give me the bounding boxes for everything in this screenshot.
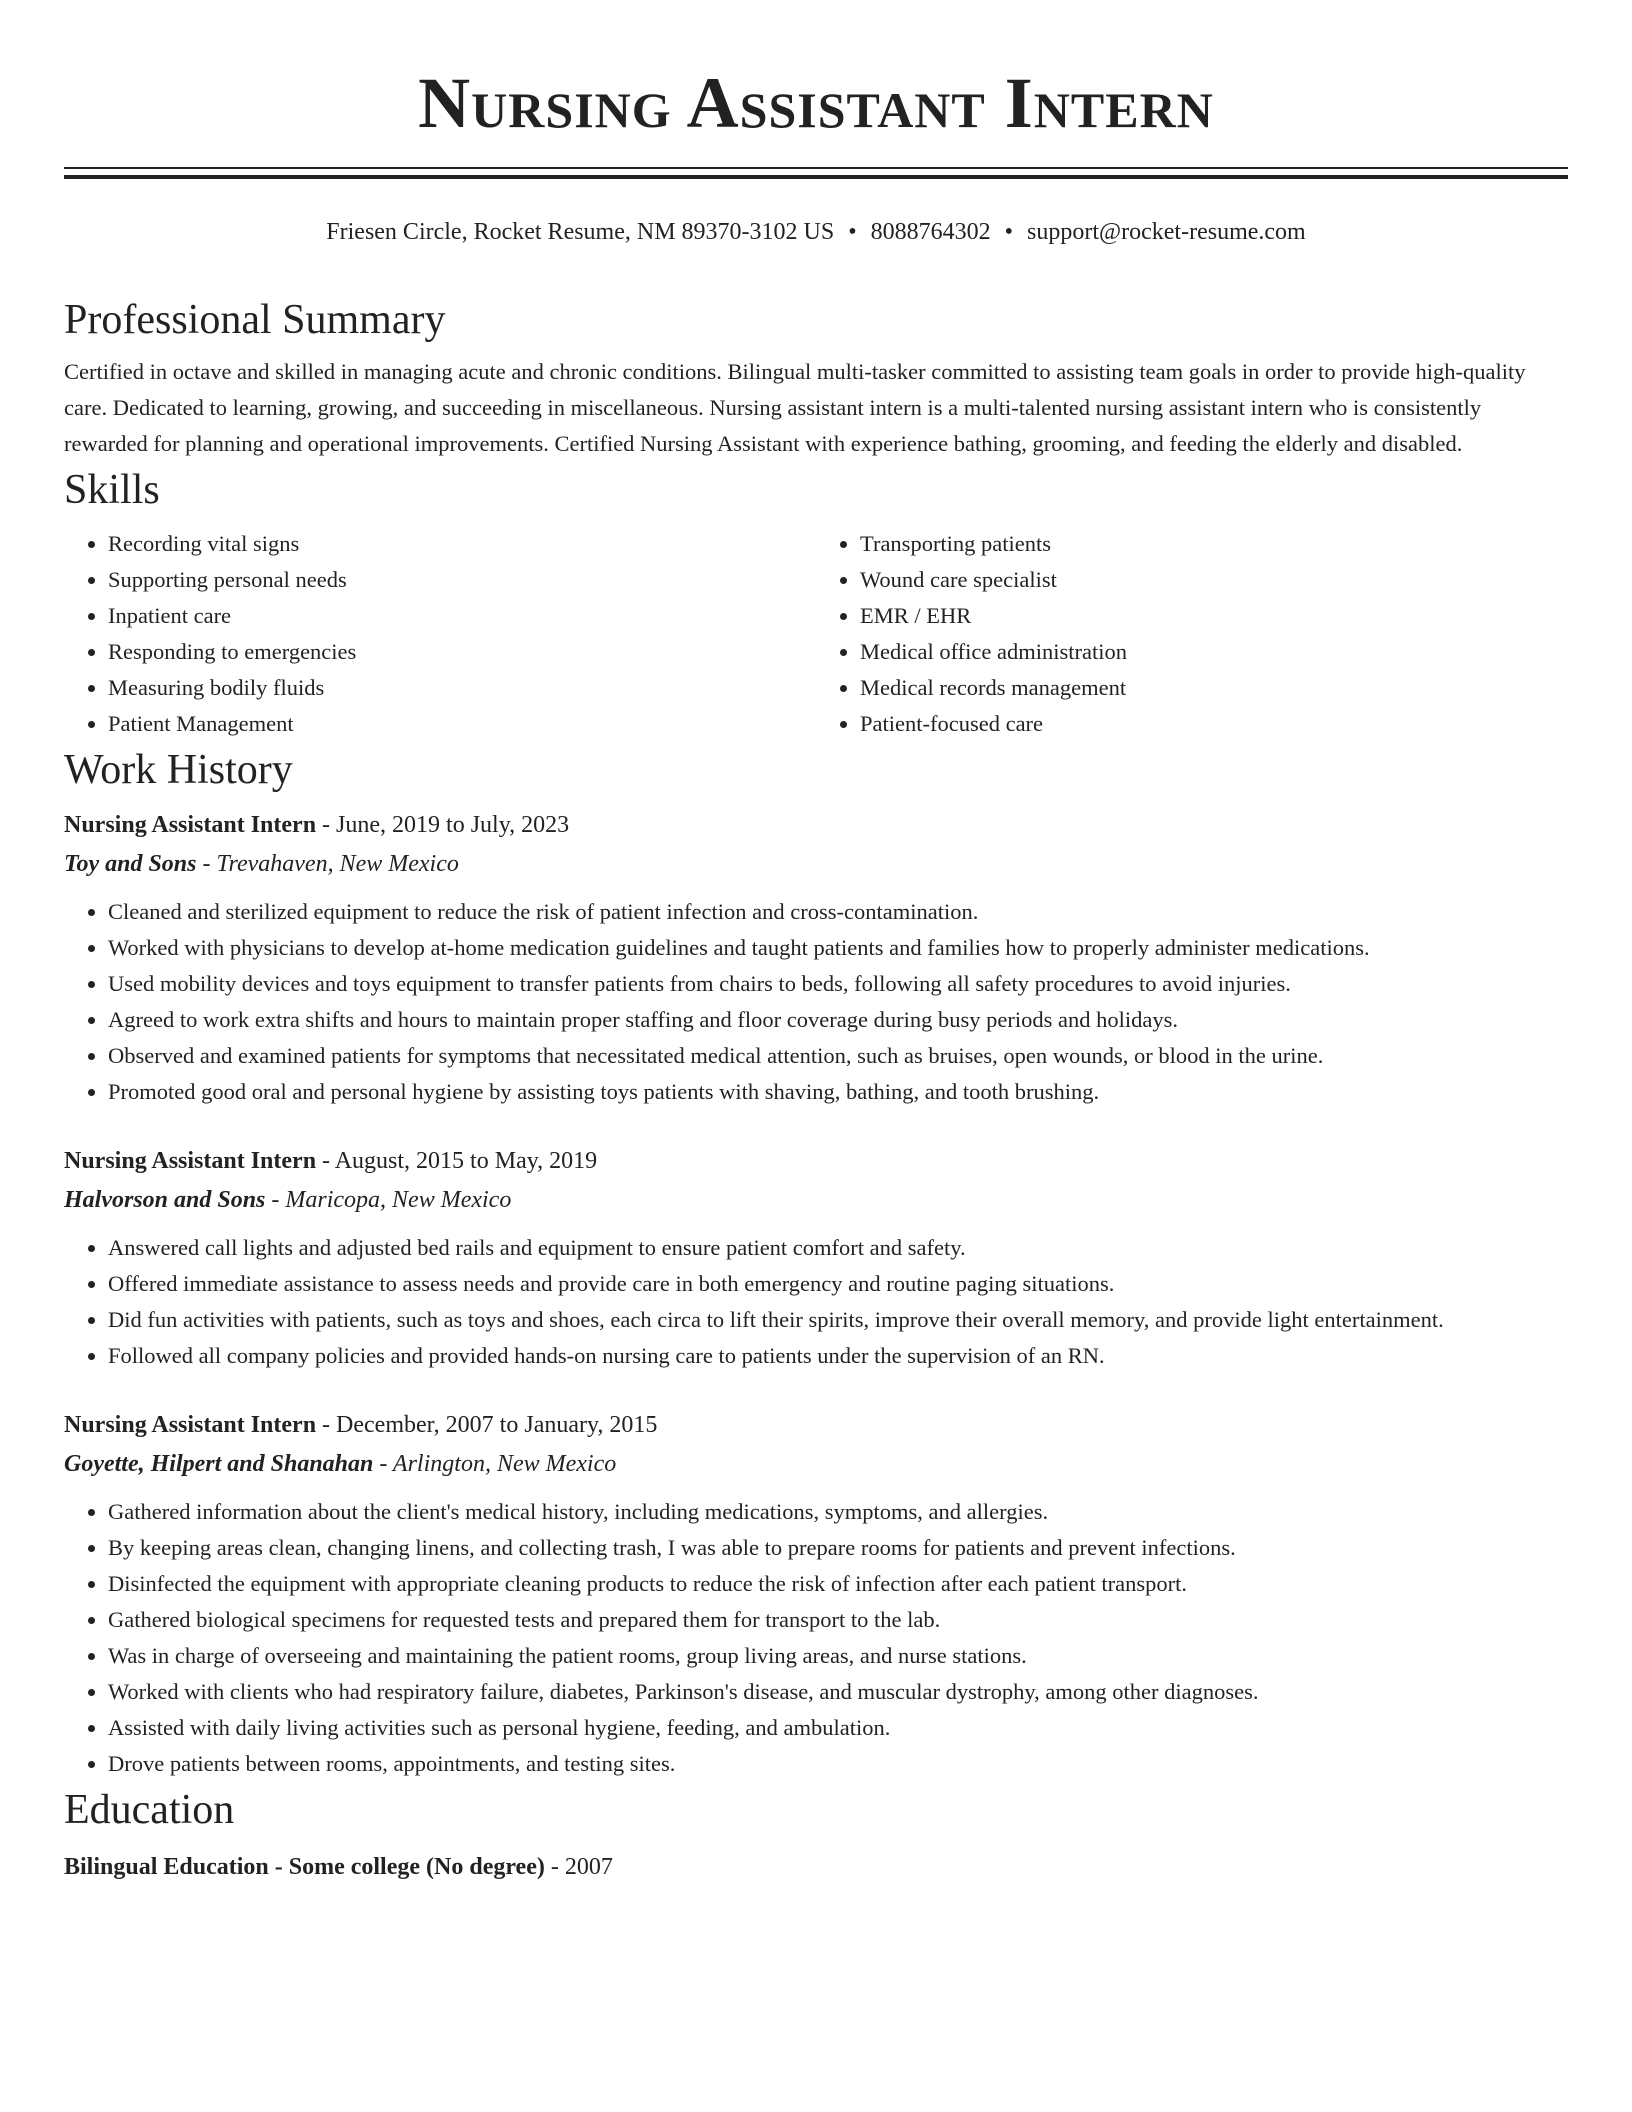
job-bullet: • Followed all company policies and provided hands-on nursing care to patients under the supervision of an RN. bbox=[108, 1338, 1568, 1374]
skills-heading: Skills bbox=[64, 467, 160, 513]
skill-item: • Transporting patients bbox=[860, 526, 1568, 562]
skill-item: • Medical office administration bbox=[860, 634, 1568, 670]
job-bullets bbox=[64, 1494, 1568, 1782]
skill-item: • Recording vital signs bbox=[108, 526, 816, 562]
contact-line bbox=[0, 214, 1632, 250]
job-bullet: • Drove patients between rooms, appointments, and testing sites. bbox=[108, 1746, 1568, 1782]
contact-separator: • bbox=[848, 219, 857, 245]
job-bullet: • Cleaned and sterilized equipment to reduce the risk of patient infection and cross-contamination. bbox=[108, 894, 1568, 930]
title-divider-thick bbox=[64, 175, 1568, 179]
job-entry bbox=[64, 1142, 1568, 1374]
job-dates: - August, 2015 to May, 2019 bbox=[316, 1148, 598, 1174]
job-bullet: • Answered call lights and adjusted bed rails and equipment to ensure patient comfort and safety. bbox=[108, 1230, 1568, 1266]
job-bullet: • Promoted good oral and personal hygiene by assisting toys patients with shaving, bathing, and tooth brushing. bbox=[108, 1074, 1568, 1110]
skill-item: • Supporting personal needs bbox=[108, 562, 816, 598]
job-bullet: • Did fun activities with patients, such as toys and shoes, each circa to lift their spirits, improve their overall memory, and provide light entertainment. bbox=[108, 1302, 1568, 1338]
job-bullet: • Worked with physicians to develop at-home medication guidelines and taught patients and families how to properly administer medications. bbox=[108, 930, 1568, 966]
skill-item: • Wound care specialist bbox=[860, 562, 1568, 598]
job-bullet: • Worked with clients who had respiratory failure, diabetes, Parkinson's disease, and muscular dystrophy, among other diagnoses. bbox=[108, 1674, 1568, 1710]
company-location: - Maricopa, New Mexico bbox=[265, 1187, 512, 1213]
job-dates: - June, 2019 to July, 2023 bbox=[316, 812, 570, 838]
job-bullet: • Was in charge of overseeing and maintaining the patient rooms, group living areas, and nurse stations. bbox=[108, 1638, 1568, 1674]
contact-address: Friesen Circle, Rocket Resume, NM 89370-3102 US bbox=[326, 219, 835, 245]
job-title-line bbox=[64, 1142, 1568, 1180]
job-bullet: • Gathered information about the client's medical history, including medications, symptoms, and allergies. bbox=[108, 1494, 1568, 1530]
education-degree: Bilingual Education - Some college (No degree) bbox=[64, 1854, 545, 1880]
company-name: Halvorson and Sons bbox=[64, 1187, 266, 1213]
education-year: - 2007 bbox=[544, 1854, 613, 1880]
company-name: Toy and Sons bbox=[64, 851, 197, 877]
skills-columns bbox=[64, 526, 1568, 742]
skill-item: • Medical records management bbox=[860, 670, 1568, 706]
company-location: - Arlington, New Mexico bbox=[373, 1451, 617, 1477]
education-entry bbox=[64, 1848, 1568, 1886]
skill-item: • Inpatient care bbox=[108, 598, 816, 634]
job-bullets bbox=[64, 1230, 1568, 1374]
company-line bbox=[64, 1180, 1568, 1220]
resume-title: Nursing Assistant Intern bbox=[418, 63, 1214, 143]
skill-item: • Patient Management bbox=[108, 706, 816, 742]
contact-separator: • bbox=[1004, 219, 1014, 245]
company-name: Goyette, Hilpert and Shanahan bbox=[64, 1451, 374, 1477]
title-divider-thin bbox=[64, 167, 1568, 169]
job-title: Nursing Assistant Intern bbox=[64, 812, 317, 838]
skill-item: • Patient-focused care bbox=[860, 706, 1568, 742]
education-heading: Education bbox=[64, 1787, 235, 1833]
summary-heading: Professional Summary bbox=[64, 297, 446, 343]
job-entry bbox=[64, 1406, 1568, 1782]
job-bullet: • By keeping areas clean, changing linens, and collecting trash, I was able to prepare rooms for patients and prevent infections. bbox=[108, 1530, 1568, 1566]
company-line bbox=[64, 844, 1568, 884]
skill-item: • Measuring bodily fluids bbox=[108, 670, 816, 706]
job-bullet: • Offered immediate assistance to assess needs and provide care in both emergency and routine paging situations. bbox=[108, 1266, 1568, 1302]
resume-content bbox=[64, 292, 1568, 1886]
skills-list-right bbox=[816, 526, 1568, 742]
job-bullet: • Used mobility devices and toys equipment to transfer patients from chairs to beds, following all safety procedures to avoid injuries. bbox=[108, 966, 1568, 1002]
company-line bbox=[64, 1444, 1568, 1484]
job-title: Nursing Assistant Intern bbox=[64, 1412, 317, 1438]
job-bullet: • Assisted with daily living activities such as personal hygiene, feeding, and ambulation. bbox=[108, 1710, 1568, 1746]
job-dates: - December, 2007 to January, 2015 bbox=[316, 1412, 658, 1438]
job-bullet: • Observed and examined patients for symptoms that necessitated medical attention, such as bruises, open wounds, or blood in the urine. bbox=[108, 1038, 1568, 1074]
skill-item: • EMR / EHR bbox=[860, 598, 1568, 634]
company-location: - Trevahaven, New Mexico bbox=[196, 851, 459, 877]
job-title-line bbox=[64, 806, 1568, 844]
summary-text: Certified in octave and skilled in managing acute and chronic conditions. Bilingual multi-tasker committed to assisting team goals in order to provide high-quality care. Dedicated to learning, growing, and succeeding in miscellaneous. Nursing assistant intern is a multi-talented nursing assistant intern who is consistently rewarded for planning and operational improvements. Certified Nursing Assistant with experience bathing, grooming, and feeding the elderly and disabled. bbox=[64, 359, 1526, 456]
job-bullets bbox=[64, 894, 1568, 1110]
work-history-heading: Work History bbox=[64, 747, 293, 793]
job-bullet: • Gathered biological specimens for requested tests and prepared them for transport to the lab. bbox=[108, 1602, 1568, 1638]
contact-phone: 8088764302 bbox=[870, 219, 991, 245]
skills-list-left bbox=[64, 526, 816, 742]
job-bullet: • Disinfected the equipment with appropriate cleaning products to reduce the risk of infection after each patient transport. bbox=[108, 1566, 1568, 1602]
job-title-line bbox=[64, 1406, 1568, 1444]
job-entry bbox=[64, 806, 1568, 1110]
skill-item: • Responding to emergencies bbox=[108, 634, 816, 670]
contact-email: support@rocket-resume.com bbox=[1027, 219, 1306, 245]
job-title: Nursing Assistant Intern bbox=[64, 1148, 317, 1174]
job-bullet: • Agreed to work extra shifts and hours to maintain proper staffing and floor coverage during busy periods and holidays. bbox=[108, 1002, 1568, 1038]
